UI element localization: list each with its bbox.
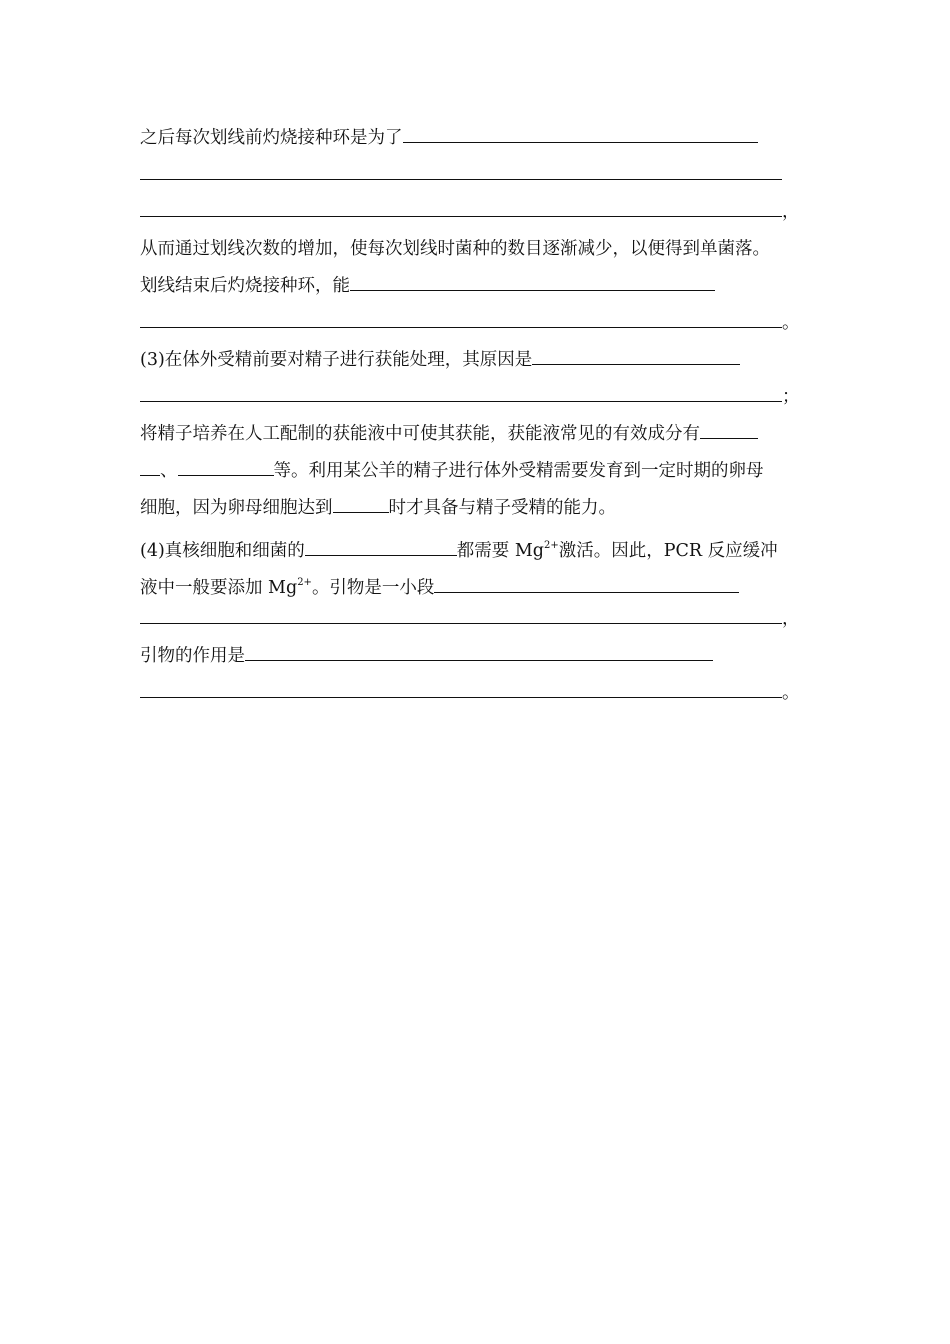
answer-blank[interactable] — [140, 194, 782, 217]
text-line-9 — [140, 416, 830, 453]
text-line-3 — [140, 194, 830, 231]
punctuation: ， — [782, 609, 800, 629]
text-line-13 — [140, 564, 830, 601]
answer-blank[interactable] — [305, 533, 457, 556]
text-line-7 — [140, 342, 830, 379]
sentence-text: 将精子培养在人工配制的获能液中可使其获能，获能液常见的有效成分有 — [140, 424, 700, 444]
sentence-text: 之后每次划线前灼烧接种环是为了 — [140, 128, 403, 148]
text-line-10 — [140, 453, 830, 490]
answer-blank[interactable] — [434, 570, 739, 593]
answer-blank[interactable] — [140, 305, 782, 328]
answer-blank[interactable] — [700, 416, 758, 439]
punctuation: 。 — [782, 313, 800, 333]
text-line-11 — [140, 490, 830, 527]
text-line-5 — [140, 268, 830, 305]
answer-blank[interactable] — [140, 675, 782, 698]
sentence-text: 液中一般要添加 Mg — [140, 578, 298, 598]
sentence-text: 时才具备与精子受精的能力。 — [388, 498, 616, 518]
sentence-text: 引物的作用是 — [140, 646, 245, 666]
sentence-text: 从而通过划线次数的增加，使每次划线时菌种的数目逐渐减少，以便得到单菌落。 — [140, 239, 770, 259]
punctuation: ； — [782, 387, 800, 407]
text-line-16 — [140, 675, 830, 712]
superscript: 2+ — [297, 577, 312, 588]
text-line-4 — [140, 231, 830, 268]
punctuation: ， — [782, 202, 800, 222]
text-line-12 — [140, 527, 830, 564]
answer-blank[interactable] — [178, 453, 274, 476]
text-line-1 — [140, 120, 830, 157]
answer-blank[interactable] — [245, 638, 713, 661]
answer-blank[interactable] — [403, 120, 758, 143]
document-page — [140, 120, 830, 712]
text-line-2 — [140, 157, 830, 194]
answer-blank[interactable] — [333, 490, 389, 513]
text-line-15 — [140, 638, 830, 675]
answer-blank[interactable] — [140, 601, 782, 624]
punctuation: 。 — [782, 683, 800, 703]
sentence-text: 划线结束后灼烧接种环，能 — [140, 276, 350, 296]
answer-blank[interactable] — [532, 342, 740, 365]
text-line-8 — [140, 379, 830, 416]
sentence-text: 细胞，因为卵母细胞达到 — [140, 498, 333, 518]
sentence-text: 。引物是一小段 — [311, 578, 435, 598]
text-line-6 — [140, 305, 830, 342]
answer-blank[interactable] — [140, 453, 160, 476]
answer-blank[interactable] — [140, 379, 782, 402]
separator: 、 — [160, 461, 178, 481]
answer-blank[interactable] — [350, 268, 715, 291]
answer-blank[interactable] — [140, 157, 782, 180]
question-4-text: (4)真核细胞和细菌的 — [140, 541, 305, 561]
question-3-text: (3)在体外受精前要对精子进行获能处理，其原因是 — [140, 350, 533, 370]
sentence-text: 都需要 Mg — [456, 541, 544, 561]
sentence-text: 等。利用某公羊的精子进行体外受精需要发育到一定时期的卵母 — [273, 461, 764, 481]
sentence-text: 激活。因此，PCR 反应缓冲 — [558, 541, 778, 561]
superscript: 2+ — [543, 540, 559, 551]
text-line-14 — [140, 601, 830, 638]
